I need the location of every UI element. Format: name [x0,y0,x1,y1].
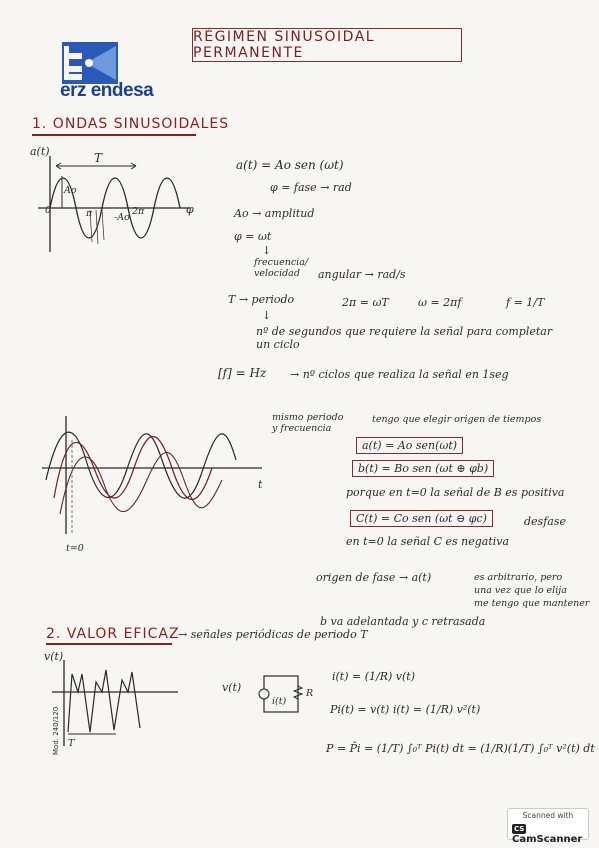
graph2-y-label: v(t) [44,650,64,663]
eq-b-boxed: b(t) = Bo sen (ωt ⊕ φb) [352,460,494,477]
section-2-desc: → señales periódicas de periodo T [178,628,368,641]
graph-2pi-label: 2π [132,206,145,217]
camscanner-logo-icon: CS [514,825,525,833]
resistor-circuit-icon [258,672,308,716]
desfase-label: desfase [524,515,566,528]
camscanner-stamp [507,808,589,845]
arrow-down-2: ↓ [262,309,272,322]
phi-line: φ = ωt [234,230,272,243]
same-note-2: y frecuencia [272,423,332,434]
scanned-with-label: Scanned with [522,811,574,820]
freq-desc: → nº ciclos que realiza la señal en 1seg [290,368,509,381]
section-2-heading: 2. VALOR EFICAZ [46,626,180,642]
graph-amp-label: Ao [64,185,77,196]
graph-y-label: a(t) [30,145,50,158]
graph-phi-label: φ [186,203,194,216]
freq-line2: velocidad [254,268,300,279]
eq-phase: φ = fase → rad [270,181,352,194]
period-desc2: un ciclo [256,338,300,351]
freq-unit: [f] = Hz [218,366,267,380]
arbitrary-1: es arbitrario, pero [474,572,563,583]
amp-line: Ao → amplitud [234,207,315,220]
t0-label: t=0 [66,543,84,554]
graph-neg-amp-label: -Ao [114,212,130,223]
note-c: en t=0 la señal C es negativa [346,535,510,548]
page-title: RÉGIMEN SINUSOIDAL PERMANENTE [192,28,462,62]
logo-text: erz endesa [60,80,154,101]
graph-pi-label: π [86,208,93,219]
t-axis-label: t [258,478,263,491]
note-b: porque en t=0 la señal de B es positiva [346,486,565,499]
camscanner-label: CamScanner [512,834,583,845]
period-eq1: 2π = ωT [342,296,389,309]
eq-power: Pi(t) = v(t) i(t) = (1/R) v²(t) [330,703,481,716]
graph2-period-label: T [68,738,75,749]
angular-line: angular → rad/s [318,268,406,281]
section-2-underline [46,643,172,645]
period-desc1: nº de segundos que requiere la señal para completar [256,325,553,338]
section-1-heading: 1. ONDAS SINUSOIDALES [32,116,230,132]
circuit-v-label: v(t) [222,681,242,694]
eq-main: a(t) = Ao sen (ωt) [236,158,344,172]
period-line: T → periodo [228,293,295,306]
arrow-down: ↓ [262,244,272,257]
period-eq3: f = 1/T [506,296,545,309]
sine-wave-graph [28,148,198,260]
eq-a-boxed: a(t) = Ao sen(ωt) [356,437,463,454]
circuit-i-label: i(t) [272,696,287,707]
graph-zero-label: 0 [45,205,52,216]
arbitrary-2: una vez que lo elija [474,585,567,596]
same-note-1: mismo periodo [272,412,344,423]
period-eq2: ω = 2πf [418,296,462,309]
graph-period-label: T [94,151,103,165]
phase-waves-graph [36,410,268,540]
section-1-underline [32,134,196,136]
adelantada-line: b va adelantada y c retrasada [320,615,486,628]
freq-line1: frecuencia/ [254,257,309,268]
origin-note: tengo que elegir origen de tiempos [372,414,542,425]
eq-avg-power: P = P̄i = (1/T) ∫₀ᵀ Pi(t) dt = (1/R)(1/T) ∫₀ᵀ v²(t) dt [326,742,595,755]
arbitrary-3: me tengo que mantener [474,598,590,609]
origin-phase: origen de fase → a(t) [316,571,432,584]
endesa-logo-icon [62,42,118,84]
circuit-r-label: R [306,688,314,699]
eq-current: i(t) = (1/R) v(t) [332,670,416,683]
eq-c-boxed: C(t) = Co sen (ωt ⊖ φc) [350,510,493,527]
mod-label: Mod. 240/120 [52,706,60,755]
effective-value-graph [42,652,182,752]
